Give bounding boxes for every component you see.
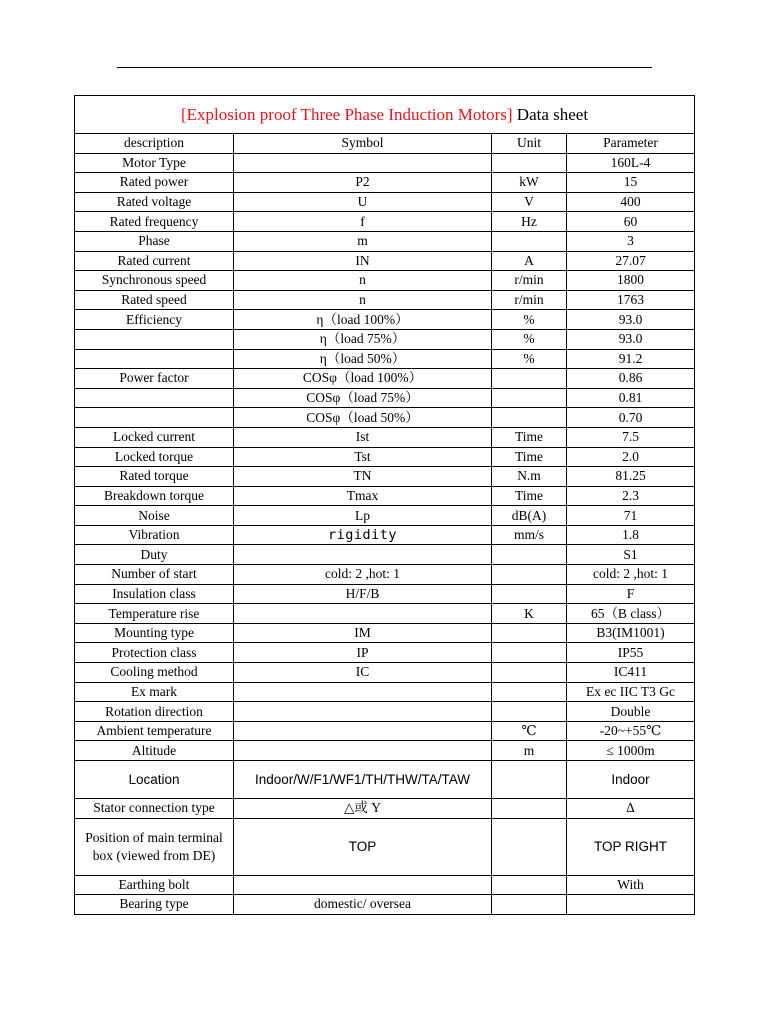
cell-symbol (234, 604, 492, 624)
cell-symbol: η（load 50%） (234, 349, 492, 369)
header-unit: Unit (492, 134, 567, 154)
cell-unit (492, 408, 567, 428)
cell-symbol: n (234, 290, 492, 310)
cell-unit (492, 895, 567, 915)
cell-symbol: H/F/B (234, 584, 492, 604)
cell-unit (492, 545, 567, 565)
title-row (75, 96, 695, 134)
table-row (75, 231, 695, 251)
table-row (75, 506, 695, 526)
cell-unit (492, 682, 567, 702)
cell-unit: K (492, 604, 567, 624)
cell-parameter: 27.07 (567, 251, 695, 271)
cell-description: Breakdown torque (75, 486, 234, 506)
cell-symbol: Lp (234, 506, 492, 526)
cell-description: Bearing type (75, 895, 234, 915)
cell-symbol: Tmax (234, 486, 492, 506)
cell-symbol: n (234, 271, 492, 291)
title-black-text: Data sheet (512, 104, 589, 124)
cell-parameter: IC411 (567, 663, 695, 683)
table-row (75, 153, 695, 173)
cell-symbol: Indoor/W/F1/WF1/TH/THW/TA/TAW (234, 761, 492, 799)
cell-symbol: f (234, 212, 492, 232)
cell-unit: % (492, 329, 567, 349)
cell-unit (492, 702, 567, 722)
cell-description: Rated current (75, 251, 234, 271)
header-rule (117, 67, 652, 68)
cell-unit: dB(A) (492, 506, 567, 526)
cell-parameter: TOP RIGHT (567, 818, 695, 875)
cell-symbol: cold: 2 ,hot: 1 (234, 565, 492, 585)
cell-unit (492, 388, 567, 408)
cell-parameter: 93.0 (567, 310, 695, 330)
cell-symbol: COSφ（load 75%） (234, 388, 492, 408)
table-row (75, 290, 695, 310)
cell-parameter: F (567, 584, 695, 604)
cell-parameter: 0.81 (567, 388, 695, 408)
cell-description: Rated power (75, 173, 234, 193)
cell-description: Mounting type (75, 623, 234, 643)
cell-parameter: 93.0 (567, 329, 695, 349)
cell-parameter: 0.86 (567, 369, 695, 389)
cell-symbol: Tst (234, 447, 492, 467)
cell-description: Rotation direction (75, 702, 234, 722)
cell-symbol (234, 153, 492, 173)
cell-description: Vibration (75, 525, 234, 545)
cell-symbol: rigidity (234, 525, 492, 545)
cell-unit: ℃ (492, 721, 567, 741)
cell-description: Earthing bolt (75, 875, 234, 895)
cell-description: Stator connection type (75, 799, 234, 819)
cell-description: Rated voltage (75, 192, 234, 212)
cell-symbol: domestic/ oversea (234, 895, 492, 915)
cell-parameter: Δ (567, 799, 695, 819)
cell-symbol: m (234, 231, 492, 251)
cell-parameter: 1.8 (567, 525, 695, 545)
sheet-title (75, 96, 695, 134)
table-row (75, 192, 695, 212)
title-red-text: [Explosion proof Three Phase Induction Motors] (180, 104, 513, 124)
table-row (75, 702, 695, 722)
cell-description: Rated speed (75, 290, 234, 310)
cell-unit: Hz (492, 212, 567, 232)
cell-description: Power factor (75, 369, 234, 389)
cell-parameter: B3(IM1001) (567, 623, 695, 643)
cell-unit: r/min (492, 271, 567, 291)
table-row (75, 799, 695, 819)
table-row (75, 741, 695, 761)
header-description: description (75, 134, 234, 154)
cell-parameter: 2.0 (567, 447, 695, 467)
cell-unit: A (492, 251, 567, 271)
table-row (75, 349, 695, 369)
cell-symbol: η（load 100%） (234, 310, 492, 330)
cell-symbol: △或 Y (234, 799, 492, 819)
cell-description: Cooling method (75, 663, 234, 683)
cell-parameter: 0.70 (567, 408, 695, 428)
table-row (75, 369, 695, 389)
cell-description: Locked torque (75, 447, 234, 467)
cell-description: Position of main terminal box (viewed from DE) (75, 818, 234, 875)
cell-symbol (234, 682, 492, 702)
cell-description (75, 388, 234, 408)
cell-description (75, 408, 234, 428)
cell-parameter: -20~+55℃ (567, 721, 695, 741)
header-row (75, 134, 695, 154)
cell-unit: Time (492, 427, 567, 447)
cell-parameter: 71 (567, 506, 695, 526)
table-row (75, 643, 695, 663)
cell-parameter: With (567, 875, 695, 895)
cell-symbol (234, 875, 492, 895)
cell-description: Efficiency (75, 310, 234, 330)
table-row (75, 818, 695, 875)
table-row (75, 467, 695, 487)
cell-unit (492, 643, 567, 663)
table-row (75, 682, 695, 702)
table-row (75, 761, 695, 799)
cell-description: Insulation class (75, 584, 234, 604)
cell-description: Number of start (75, 565, 234, 585)
cell-parameter: 2.3 (567, 486, 695, 506)
cell-symbol: Ist (234, 427, 492, 447)
cell-parameter: Double (567, 702, 695, 722)
header-parameter: Parameter (567, 134, 695, 154)
cell-unit (492, 369, 567, 389)
table-row (75, 212, 695, 232)
table-row (75, 525, 695, 545)
table-row (75, 388, 695, 408)
table-row (75, 584, 695, 604)
table-row (75, 565, 695, 585)
cell-unit: V (492, 192, 567, 212)
cell-symbol: COSφ（load 50%） (234, 408, 492, 428)
table-row (75, 173, 695, 193)
cell-description: Location (75, 761, 234, 799)
table-row (75, 310, 695, 330)
cell-unit: r/min (492, 290, 567, 310)
cell-parameter: 3 (567, 231, 695, 251)
cell-symbol: TN (234, 467, 492, 487)
table-row (75, 604, 695, 624)
table-row (75, 875, 695, 895)
cell-parameter: 15 (567, 173, 695, 193)
table-row (75, 721, 695, 741)
cell-description: Protection class (75, 643, 234, 663)
cell-parameter: 65（B class） (567, 604, 695, 624)
cell-symbol (234, 545, 492, 565)
cell-unit: Time (492, 486, 567, 506)
cell-description: Ambient temperature (75, 721, 234, 741)
cell-description: Rated frequency (75, 212, 234, 232)
cell-description: Duty (75, 545, 234, 565)
cell-symbol: P2 (234, 173, 492, 193)
cell-symbol: IM (234, 623, 492, 643)
table-row (75, 895, 695, 915)
cell-description: Motor Type (75, 153, 234, 173)
cell-symbol: IC (234, 663, 492, 683)
cell-unit (492, 818, 567, 875)
cell-parameter: 160L-4 (567, 153, 695, 173)
cell-parameter: 81.25 (567, 467, 695, 487)
table-row (75, 251, 695, 271)
cell-unit (492, 565, 567, 585)
cell-unit (492, 584, 567, 604)
cell-symbol: IP (234, 643, 492, 663)
cell-unit: mm/s (492, 525, 567, 545)
cell-unit (492, 623, 567, 643)
cell-parameter: 1763 (567, 290, 695, 310)
cell-description: Noise (75, 506, 234, 526)
cell-unit (492, 761, 567, 799)
cell-unit (492, 153, 567, 173)
cell-description: Temperature rise (75, 604, 234, 624)
cell-parameter: ≤ 1000m (567, 741, 695, 761)
cell-parameter: Indoor (567, 761, 695, 799)
cell-symbol: COSφ（load 100%） (234, 369, 492, 389)
cell-symbol: TOP (234, 818, 492, 875)
cell-unit (492, 875, 567, 895)
table-row (75, 271, 695, 291)
cell-symbol (234, 702, 492, 722)
cell-parameter: 60 (567, 212, 695, 232)
cell-symbol: U (234, 192, 492, 212)
cell-unit (492, 663, 567, 683)
cell-unit: N.m (492, 467, 567, 487)
cell-unit: % (492, 310, 567, 330)
cell-parameter: cold: 2 ,hot: 1 (567, 565, 695, 585)
table-row (75, 486, 695, 506)
cell-description (75, 329, 234, 349)
table-row (75, 663, 695, 683)
cell-unit (492, 231, 567, 251)
cell-parameter: 400 (567, 192, 695, 212)
cell-description: Phase (75, 231, 234, 251)
cell-parameter: Ex ec IIC T3 Gc (567, 682, 695, 702)
cell-parameter: 1800 (567, 271, 695, 291)
cell-parameter: S1 (567, 545, 695, 565)
table-row (75, 623, 695, 643)
cell-symbol (234, 741, 492, 761)
cell-unit: kW (492, 173, 567, 193)
motor-data-sheet-table (74, 95, 695, 915)
cell-parameter: 91.2 (567, 349, 695, 369)
cell-description: Rated torque (75, 467, 234, 487)
cell-description: Synchronous speed (75, 271, 234, 291)
table-row (75, 427, 695, 447)
cell-parameter: IP55 (567, 643, 695, 663)
cell-description (75, 349, 234, 369)
cell-unit: % (492, 349, 567, 369)
cell-description: Locked current (75, 427, 234, 447)
header-symbol: Symbol (234, 134, 492, 154)
cell-description: Ex mark (75, 682, 234, 702)
table-row (75, 408, 695, 428)
cell-parameter (567, 895, 695, 915)
table-row (75, 329, 695, 349)
table-row (75, 447, 695, 467)
cell-symbol (234, 721, 492, 741)
cell-symbol: IN (234, 251, 492, 271)
cell-symbol: η（load 75%） (234, 329, 492, 349)
cell-unit: Time (492, 447, 567, 467)
cell-parameter: 7.5 (567, 427, 695, 447)
cell-unit (492, 799, 567, 819)
table-row (75, 545, 695, 565)
cell-description: Altitude (75, 741, 234, 761)
cell-unit: m (492, 741, 567, 761)
